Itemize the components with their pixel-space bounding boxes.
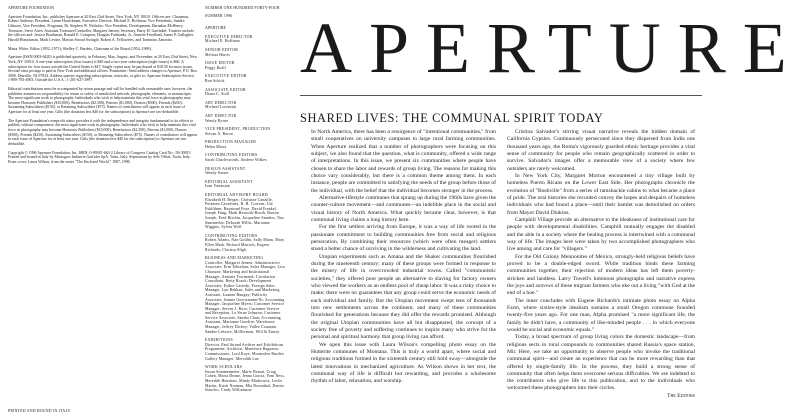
article-paragraph: For the Old Colony Mennonites of Mexico, strongly-held religious beliefs have proved to be a double-edged sword. While tradition binds these farming communities together, their rejection of modern ideas has left them poverty-stricken and landless. Larry Towell's luminous photographs and narrative express the joys and sorrows of these migrant farmers who eke out a living "with God at the end of a hoe." — [507, 253, 695, 297]
masthead-role: EDITORIAL ASSISTANT — [205, 179, 253, 184]
masthead-names: Peggy Roalf — [205, 65, 226, 70]
masthead-entry — [205, 114, 285, 123]
masthead-role: ASSOCIATE EDITOR — [205, 87, 246, 92]
masthead-role: EXHIBITIONS — [205, 338, 233, 343]
masthead-names: Elizabeth H. Berger, Christine Canaille, Peramen Cavadines, R. H. Cravens, Ute Eskildsen, Raymond Foye, David Frankel, Joseph Fung, Mark Haworth-Booth, Burton Joseph, Fred Ritchin, Jacqueline Sanders, Tim Summerlin, Deborah Willis, Marianne Wiggins, Sylvia Wolf — [205, 197, 284, 230]
masthead-role: BUSINESS AND MARKETING — [205, 256, 264, 261]
colophon-paragraph: Minor White, Editor (1952–1971); Shelley C. Bardeis, Chairman of the Board (1954–1969). — [8, 46, 152, 51]
colophon-heading: APERTURE FOUNDATION — [8, 6, 54, 10]
article-paragraph: Camphill Village provide an alternative to the bleakness of institutional care for people with developmental disabilities. Campbill mutually engages the disabled and the able in a society where the healing process is intertwined with a communal way of life. The images here were taken by two accomplished photographers who live among and care for "villagers." — [507, 216, 695, 253]
masthead-entry — [205, 74, 285, 83]
masthead-role: CONTRIBUTING EDITORS — [205, 153, 258, 158]
masthead-names: Helen Marra — [205, 144, 227, 149]
article-paragraph: The inner concludes with Eugene Richards's intimate photo essay on Alpha Farm, where sixties-style idealism sustains a small Oregon commune founded twenty-five years ago. For one man, Alpha promised "a more significant life, the family he didn't have, a community of like-minded people . . . in which everyone would be social and economic equals." — [507, 297, 695, 333]
masthead-role: ISSUE EDITOR — [205, 61, 235, 66]
masthead-names: Melissa Harris — [205, 52, 230, 57]
masthead-names: Michael E. Hoffman — [205, 39, 240, 44]
masthead-entry — [205, 127, 285, 136]
masthead-entry — [205, 365, 285, 393]
masthead-names: Susan Sommermeier, Marie Bernat, Craig Cohen, Maria Deane, Jenna Garcia, Yoni Ness, Meredith Henshaw, Mindy Markowitz, Leslie Martin, Kristi Norman, Mia Rosenthal, Denise Siaucho, Cindy Williamson — [205, 369, 285, 393]
article-column-right — [507, 129, 695, 400]
masthead-names: Ron Schick — [205, 78, 225, 83]
article-paragraph: Today, a broad spectrum of group living colors the domestic landscape—from religious sects in rural compounds to communities shared Russia's space station, Mir. Here, we take an opportunity to observe people who invoke the traditional communal spirit—and create an experience that can be more rewarding than that offered by single-family life. In the process, they build a strong sense of community that often helps them overcome serious difficulties. We are indebted to the contributors who give life to this publication, and to the individuals who welcomed these photographers into their circles. — [507, 334, 695, 392]
masthead-role: SENIOR EDITOR — [205, 47, 239, 52]
article-column-left — [311, 129, 496, 385]
masthead-role: DESIGN ASSISTANT — [205, 166, 246, 171]
colophon — [8, 6, 198, 413]
masthead-entry — [205, 35, 285, 44]
masthead-names: Sarah Charlesworth, Andrew Wilkes — [205, 158, 267, 163]
masthead-role: CONTRIBUTING EDITORS — [205, 233, 258, 238]
masthead-entry — [205, 88, 285, 97]
colophon-paragraph: Aperture Foundation, Inc., publishes Aperture at 20 East 23rd Street, New York, NY 10010. Officers are: Chairman, Robert Anthony; President, Lynne Honickman; Executive Director, Michael E. Hoffman; Vice Presidents, Sandra Gilmore, Vice President, Programs; Dr. Stephen W. Nicholas; Vice President, Development, Barnabas McHenry; Treasurer, Steve Aires; Assistant Treasurer/Controller, Margaret Jensen; Secretary, Barry H. Garfinkel. Trustees include the officers and: Jessica Brackman, Ronald E. Compton, Douglas Fairbanks, Jr., Annette Friedland, James P. Gallagher, Harold Honickman, Mark Levine, Marion Stroud Swingle, Robert A. Yellowlees, and Tommaso Zanzotto. — [8, 14, 194, 42]
masthead-names: Director, Paul Strand Archive and Exhibitions Programme; Archivist, Monteuve Ragueun; Commissioner, Lord Kaye; Monteoleu Burden Gallery Manager, Meredith Lue — [205, 342, 284, 361]
masthead-entry — [205, 256, 285, 334]
masthead-role: VICE PRESIDENT, PRODUCTION — [205, 127, 271, 132]
masthead-names: Michael Lorenzini — [205, 105, 237, 110]
masthead-names: Wendy Byrne — [205, 118, 229, 123]
masthead-role: PRODUCTION MANAGER — [205, 140, 257, 145]
masthead-role: ART DIRECTOR — [205, 100, 237, 105]
article-paragraph: In New York City, Margaret Morton encountered a tiny village built by homeless Puerto Ricans on the Lower East Side. Her photographs chronicle the evolution of "Bushville" from a series of ramshackle cabins to what became a place of pride. The oral histories she recorded convey the hopes and despairs of homeless individuals who had found a place—until their hamlet was demolished on orders from Mayor David Dinkins. — [507, 172, 695, 216]
masthead — [205, 6, 285, 397]
masthead-names: Controller, Margaret Jensen; Administrative Associate, Erin Tohtelian; Sales Manager, Lisa Chiasson; Marketing and Institutional Manager, Antonia Townsend; Circulation Consultant, Betty Roach; Development Associate, Esther Casiedy; Foreign Sales Manager, Lyn Rebhan; Sales and Marketing Assistant, Luanne Bungay; Publicity Associate, Jeanne Goertzmann-Ni; Accounting Manager, Jacqueline Myers; Customer Service Manager, Steven J. Rose; Customer Service and Reception, La Verne Johnson; Customer Service Associate, Sandra Chan; Accounting Assistant, Marianne Goodrie; Warehouse Manager, Jeffrey Dickey; Vallee Countant Sandee Lebowe, McDermott, Will & Emery — [205, 260, 285, 334]
article-paragraph: Utopian experiments such as Amana and the Shaker communities flourished during the nineteenth century; many of these groups were formed in response to the misery of life in overcrowded industrial towns. Called "communistic societies," they offered poor people an alternative to slaving for factory owners who viewed the workers as an endless pool of cheap labor. It was a risky choice to make; there were no guarantees that any group could serve the economic needs of each individual and family. But the Utopian movement swept tens of thousands into new settlements across the continent, and many of these communities flourished for generations because they did offer the rewards promised. Although the original Utopian communities have all but disappeared, the concept of a society free of poverty and suffering continues to inspire many who strive for the personal and spiritual harmony that group living can afford. — [311, 253, 496, 341]
colophon-paragraph: Editorial contributions must be accompanied by return postage and will be handled with reasonable care; however, the publisher assumes no responsibility for return or safety of unsolicited artwork, photographs, elements, or manuscripts. The most significant work to photography. Individuals who wish to help maintain this vital force in photography may become Honorary Publishers ($10,000), Benefactors ($2,500), Patrons ($1,000), Donors ($500), Friends ($250), Sustaining Subscribers ($150), or Retaining Subscribers ($75). Names of contributors will appear in each issue of Aperture for at least one year. Gifts (the donation less $40 for the subscription) to Aperture are tax-deductible. — [8, 87, 193, 115]
article-paragraph: Cristina Salvador's stirring visual narrative reveals the hidden domain of California Gypsies. Continuously persecuted since they dispersed from India one thousand years ago, the Roma's vigorously guarded ethnic heritage provides a vital sense of community for people who remain geographically scattered in order to survive. Salvador's images offer a memorable view of a society where few outsiders are rarely welcomed. — [507, 129, 695, 172]
article-paragraph: We open this issue with Laura Wilson's compelling photo essay on the Hutterite communes of Montana. This is truly a world apart, where social and religious traditions formed in the sixteenth century still hold sway—alongside the latest innovations in mechanized agriculture. As Wilson shows in her text, the communal way of life is difficult but rewarding, and provides a wholesome rhythm of labor, relaxation, and worship. — [311, 341, 496, 385]
title-rule — [300, 95, 702, 96]
masthead-names: Ivan Vartanian — [205, 184, 230, 189]
masthead-role: EXECUTIVE DIRECTOR — [205, 34, 253, 39]
masthead-entry — [205, 101, 285, 110]
article-paragraph: In North America, there has been a resurgence of "intentional communities," from small cooperatives on university campuses to large rural farming communities. When Aperture realized that a number of photographers were focusing on this subject, we also found that the question, what is community, offered a wide range of interpretations. In this issue, we present six communities where people have chosen to share the labor and rewards of group living. The reasons for making this choice vary considerably, but there is a common theme among them. In each instance, people are committed to satisfying the needs of the group before those of the individual, with the belief that the individual becomes stronger in the process. — [311, 129, 496, 194]
masthead-names: Diana C. Stoll — [205, 92, 230, 97]
masthead-entry — [205, 48, 285, 57]
masthead-entry — [205, 153, 285, 162]
masthead-role: ART DIRECTOR — [205, 113, 237, 118]
masthead-names: Wendy Sasser — [205, 171, 229, 176]
issue-number: NUMBER ONE HUNDRED FORTY-FOUR — [205, 6, 280, 10]
colophon-paragraph: The Aperture Foundation's nonprofit status provides it with the independence and integrity fundamental to its efforts to publish, without compromise, the most significant work in photography. Individuals who wish to help maintain this vital force in photography may become Honorary Publishers ($10,000), Benefactors ($2,500), Patrons ($1,000), Donors ($500), Friends ($250), Sustaining Subscribers ($150), or Retaining Subscribers ($75). Names of contributors will appear in each issue of Aperture for at least one year. Gifts (the donation less $40 for the subscription) to Aperture are tax-deductible. — [8, 118, 198, 146]
masthead-entry — [205, 338, 285, 361]
masthead-names: Stevan A. Baron — [205, 131, 233, 136]
magazine-title: APERTURE — [300, 8, 804, 88]
colophon-paragraph: Copyright © 1996 Aperture Foundation, Inc. ISBN: 0-89381-663-2 Library of Congress Catalog Card No.: 58-30813 Printed and bound in Italy by Mariogros Industrie Grafiche SpA, Turin, Italy. Separations by Sele Offset, Turin, Italy. Front cover: Laura Wilson, from the series "The Enclosed World," 1987–1996. — [8, 150, 191, 164]
article-headline: SHARED LIVES: THE COMMUNAL SPIRIT TODAY — [300, 111, 604, 125]
masthead-entry — [205, 234, 285, 252]
printed-in-italy: PRINTED AND BOUND IN ITALY — [8, 409, 71, 413]
masthead-entry — [205, 167, 285, 176]
masthead-role: EXECUTIVE EDITOR — [205, 74, 247, 79]
masthead-title: APERTURE — [205, 26, 227, 31]
article-paragraph: For the first settlers arriving from Europe, it was a way of life rooted in the passionate commitment to building communities free from social and religious persecution. By combining their resources (which were often meager) settlers stood a better chance of surviving in the wilderness and cultivating the land. — [311, 224, 496, 253]
colophon-paragraph: Aperture (ISSN 0003-6420) is published quarterly, in February, May, August, and November, at 20 East 23rd Street, New York, NY 10010. A one-year subscription (four issues) is $40 and a two-year subscription (eight issues) is $66. A subscription for four issues outside the United States is $47. Single copies may be purchased at $18.50 for most issues. Second-class postage is paid at New York and additional offices. Postmaster: Send address changes to Aperture, P.O. Box 3000, Denville, NJ 07834. Address queries regarding subscriptions, renewals, or gifts to: Aperture Subscription Service, 1-800-783-4903. Outside the U.S.A.: 1-201-627-2997. — [8, 55, 198, 83]
masthead-entry — [205, 193, 285, 230]
masthead-entry — [205, 61, 285, 70]
issue-season: SUMMER 1996 — [205, 13, 233, 18]
masthead-entry — [205, 180, 285, 189]
masthead-role: WORK SCHOLARS — [205, 365, 243, 370]
masthead-entry — [205, 140, 285, 149]
masthead-role: EDITORIAL ADVISORY BOARD — [205, 193, 268, 198]
masthead-names: Robert Adams, Nan Goldin, Sally Mann, Mary Ellen Mark, Richard Misrach, Eugene Richards, Clarissa Sligh — [205, 238, 285, 252]
masthead-list — [205, 35, 285, 393]
editors-signoff: The Editors — [667, 392, 695, 399]
article-paragraph: Alternative-lifestyle communes that sprang up during the 1960s have given the counter-culture movement—and communes—an indelible place in the social and visual history of North America. What quickly became clear, however, is that communal living claims a long history here. — [311, 194, 496, 223]
